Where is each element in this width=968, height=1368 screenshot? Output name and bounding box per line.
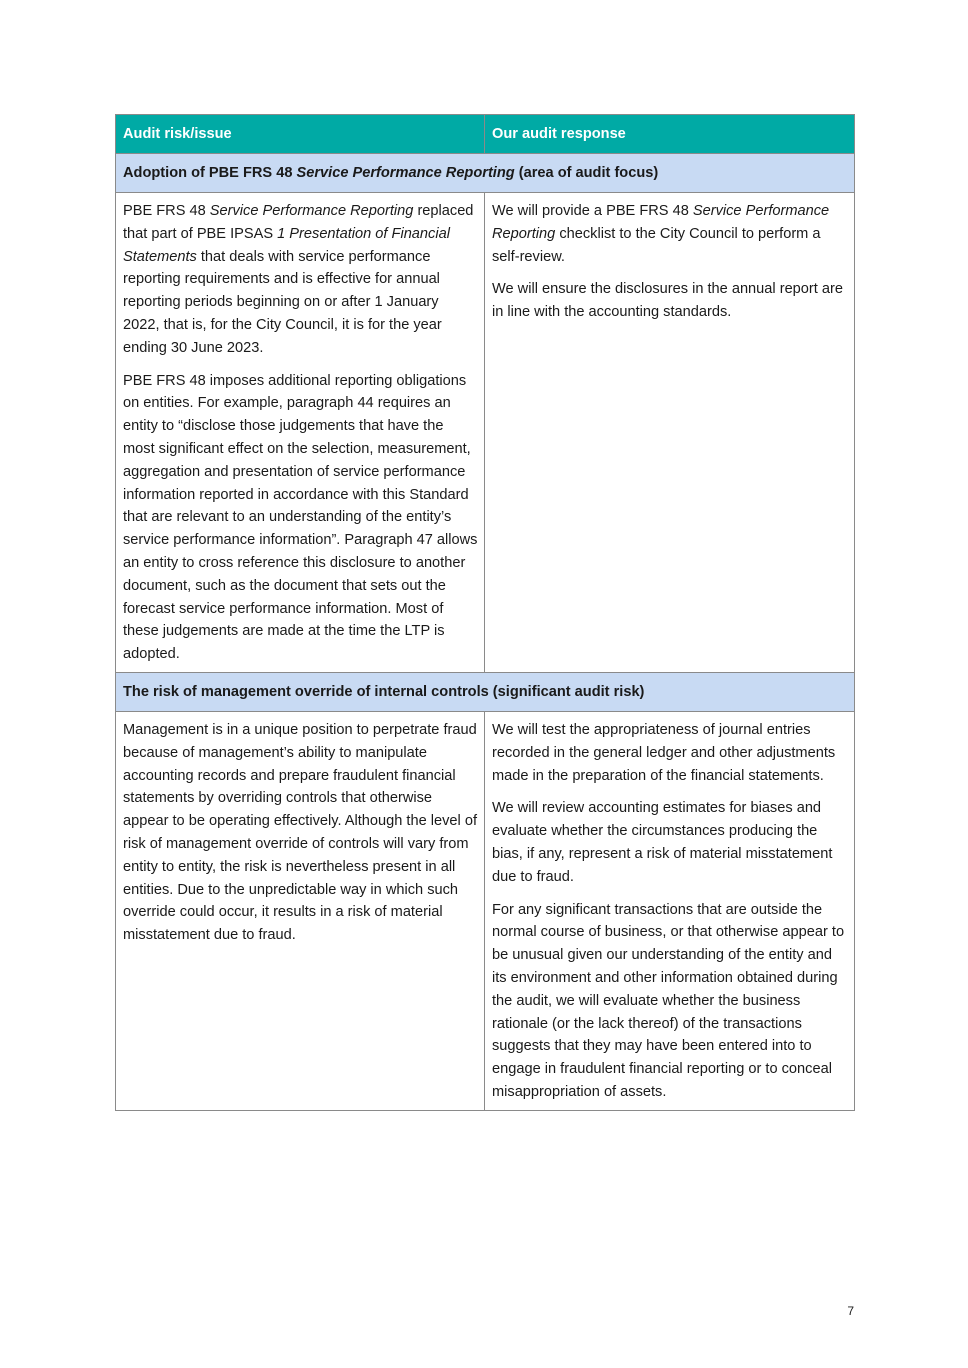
audit-risk-table [115,114,855,1111]
section-title-pbe-frs-48: Adoption of PBE FRS 48 Service Performance Reporting (area of audit focus) [116,154,855,193]
table-row [116,711,855,1110]
risk-paragraph: PBE FRS 48 imposes additional reporting obligations on entities. For example, paragraph 44 requires an entity to “disclose those judgements that have the most significant effect on the selection, measurement, aggregation and presentation of service performance information reported in accordance with this Standard that are relevant to an understanding of the entity’s service performance information”. Paragraph 47 allows an entity to cross reference this disclosure to another document, such as the document that sets out the forecast service performance information. Most of these judgements are made at the time the LTP is adopted. [123,372,478,663]
table-row [116,193,855,673]
table-header-row [116,115,855,154]
risk-cell-pbe-frs-48 [116,193,485,673]
response-cell-pbe-frs-48 [485,193,855,673]
section-title-management-override: The risk of management override of internal controls (significant audit risk) [116,672,855,711]
response-paragraph: We will ensure the disclosures in the annual report are in line with the accounting standards. [492,281,843,321]
response-paragraph: For any significant transactions that are outside the normal course of business, or that otherwise appear to be unusual given our understanding of the entity and its environment and other information obtained during the audit, we will evaluate whether the business rationale (or the lack thereof) of the transactions suggests that they may have been entered into to engage in fraudulent financial reporting or to conceal misappropriation of assets. [492,901,845,1100]
response-paragraph: We will review accounting estimates for biases and evaluate whether the circumstances producing the bias, if any, represent a risk of material misstatement due to fraud. [492,800,833,885]
page-number: 7 [847,1304,854,1318]
risk-paragraph: Management is in a unique position to perpetrate fraud because of management’s ability to manipulate accounting records and prepare fraudulent financial statements by overriding controls that otherwise appear to be operating effectively. Although the level of risk of management override of controls will vary from entity to entity, the risk is nevertheless present in all entities. Due to the unpredictable way in which such override could occur, it results in a risk of material misstatement due to fraud. [123,721,478,944]
response-cell-management-override [485,711,855,1110]
header-audit-response: Our audit response [485,115,855,154]
response-paragraph: We will test the appropriateness of journal entries recorded in the general ledger and other adjustments made in the preparation of the financial statements. [492,721,836,784]
section-heading-row [116,672,855,711]
risk-paragraph: PBE FRS 48 Service Performance Reporting replaced that part of PBE IPSAS 1 Presentation of Financial Statements that deals with service performance reporting requirements and is effective for annual reporting periods beginning on or after 1 January 2022, that is, for the City Council, it is for the year ending 30 June 2023. [123,203,474,356]
header-audit-risk: Audit risk/issue [116,115,485,154]
risk-cell-management-override [116,711,485,1110]
response-paragraph: We will provide a PBE FRS 48 Service Performance Reporting checklist to the City Council to perform a self-review. [492,203,830,265]
section-heading-row [116,154,855,193]
